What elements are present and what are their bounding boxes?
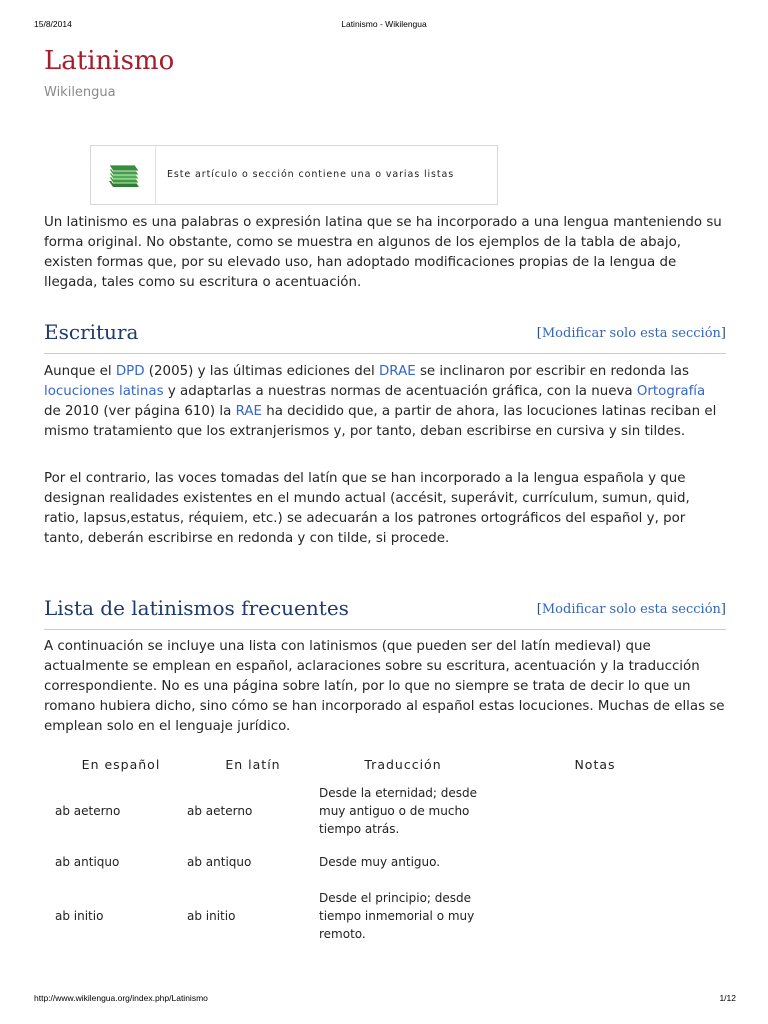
table-row (44, 844, 703, 880)
table-row (44, 778, 703, 844)
notice-text: Este artículo o sección contiene una o varias listas (167, 169, 455, 180)
text-run: Aunque el (44, 364, 116, 379)
edit-section-link-lista[interactable] (537, 602, 726, 617)
edit-bracket-open: [ (536, 326, 542, 341)
cell-latin: ab antiquo (187, 855, 252, 869)
column-header-espanol: En español (81, 756, 161, 772)
notice-icon-cell (91, 146, 156, 204)
section-title-escritura: Escritura (44, 320, 139, 344)
print-page-number: 1/12 (719, 993, 736, 1003)
link-locuciones-latinas[interactable]: locuciones latinas (44, 384, 164, 399)
print-title: Latinismo - Wikilengua (341, 19, 427, 29)
cell-traduccion: Desde el principio; desde tiempo inmemorial o muy remoto. (319, 891, 475, 941)
edit-bracket-close: ] (720, 602, 726, 617)
link-rae[interactable]: RAE (235, 404, 262, 419)
article (44, 40, 726, 941)
cell-latin: ab aeterno (187, 804, 253, 818)
text-run: y adaptarlas a nuestras normas de acentuación gráfica, con la nueva (163, 384, 637, 399)
section-title-lista: Lista de latinismos frecuentes (44, 596, 349, 620)
link-ortografia[interactable]: Ortografía (636, 384, 706, 399)
stacked-list-icon (105, 161, 141, 189)
edit-bracket-open: [ (536, 602, 542, 617)
cell-notas (487, 844, 703, 880)
link-drae[interactable]: DRAE (379, 364, 416, 379)
column-header-notas: Notas (574, 756, 616, 772)
cell-notas (487, 880, 703, 952)
column-header-latin: En latín (225, 756, 281, 772)
cell-traduccion: Desde la eternidad; desde muy antiguo o de mucho tiempo atrás. (319, 786, 478, 836)
cell-traduccion: Desde muy antiguo. (319, 855, 441, 869)
cell-espanol: ab aeterno (55, 804, 121, 818)
cell-notas (487, 778, 703, 844)
table-header-row (44, 750, 703, 778)
lista-paragraph: A continuación se incluye una lista con latinismos (que pueden ser del latín medieval) que actualmente se emplean en español, aclaraciones sobre su escritura, acentuación y la traducción correspondiente. No es una página sobre latín, por lo que no siempre se trata de decir lo que un romano hubiera dicho, sino cómo se han incorporado al español estas locuciones. Muchas de ellas se emplean solo en el lenguaje jurídico. (44, 639, 725, 734)
page-title: Latinismo (44, 46, 175, 76)
text-run: se inclinaron por escribir en redonda las (415, 364, 689, 379)
site-name: Wikilengua (44, 85, 116, 100)
intro-paragraph: Un latinismo es una palabras o expresión latina que se ha incorporado a una lengua manteniendo su forma original. No obstante, como se muestra en algunos de los ejemplos de la tabla de abajo, existen formas que, por su elevado uso, han adoptado modificaciones propias de la lengua de llegada, tales como su escritura o acentuación. (44, 215, 722, 290)
edit-section-label[interactable]: Modificar solo esta sección (541, 326, 721, 341)
cell-espanol: ab antiquo (55, 855, 120, 869)
text-run: de 2010 (ver página 610) la (44, 404, 236, 419)
section-header-lista (44, 595, 726, 630)
section-header-escritura (44, 319, 726, 354)
table-row (44, 880, 703, 952)
edit-section-link-escritura[interactable] (537, 326, 726, 341)
print-url: http://www.wikilengua.org/index.php/Latinismo (34, 993, 208, 1003)
text-run: ha decidido que, a partir de ahora, las locuciones latinas reciban el mismo tratamiento que los extranjerismos y, por tanto, deban escribirse en cursiva y sin tildes. (44, 404, 717, 439)
escritura-paragraph-2: Por el contrario, las voces tomadas del latín que se han incorporado a la lengua española y que designan realidades existentes en el mundo actual (accésit, superávit, currículum, sumun, quid, ratio, lapsus,estatus, réquiem, etc.) se adecuarán a los patrones ortográficos del español y, por tanto, deberán escribirse en redonda y con tilde, si procede. (44, 471, 690, 546)
edit-bracket-close: ] (720, 326, 726, 341)
cell-latin: ab initio (187, 909, 236, 923)
latinismos-table (44, 750, 703, 952)
list-notice-box (90, 145, 498, 205)
print-date: 15/8/2014 (34, 19, 72, 29)
text-run: (2005) y las últimas ediciones del (144, 364, 379, 379)
link-dpd[interactable]: DPD (115, 364, 145, 379)
escritura-paragraph-1 (44, 362, 726, 442)
column-header-traduccion: Traducción (364, 756, 442, 772)
edit-section-label[interactable]: Modificar solo esta sección (541, 602, 721, 617)
cell-espanol: ab initio (55, 909, 104, 923)
